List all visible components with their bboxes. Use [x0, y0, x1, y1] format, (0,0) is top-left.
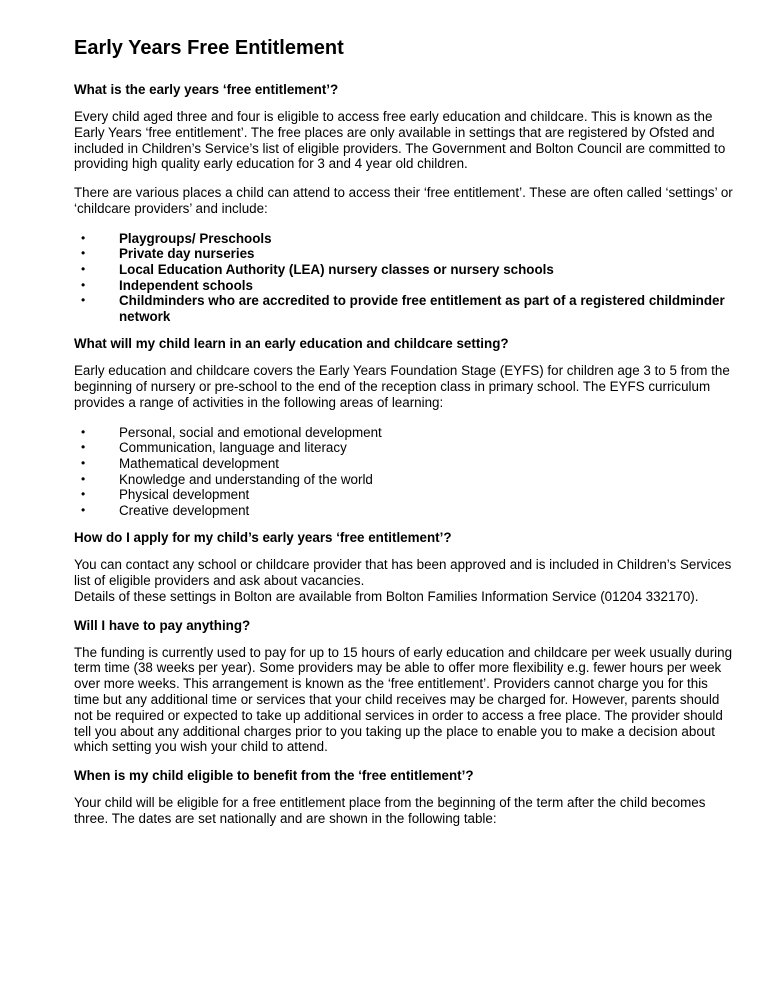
paragraph: Every child aged three and four is eligible to access free early education and childcare. This is known as the Early Years ‘free entitlement’. The free places are only available in settings that are registered by Ofsted and included in Children’s Service’s list of eligible providers. The Government and Bolton Council are committed to providing high quality early education for 3 and 4 year old children.	[74, 109, 726, 172]
paragraph: Early education and childcare covers the Early Years Foundation Stage (EYFS) for children age 3 to 5 from the beginning of nursery or pre-school to the end of the reception class in primary school. The EYFS curriculum provides a range of activities in the following areas of learning:	[74, 363, 730, 410]
list-item: • Independent schools	[81, 277, 253, 293]
section-heading: What is the early years ‘free entitlement’?	[74, 82, 339, 97]
list-item: • Creative development	[81, 502, 250, 518]
paragraph: There are various places a child can attend to access their ‘free entitlement’. These are often called ‘settings’ or ‘childcare providers’ and include:	[74, 185, 733, 216]
section-heading: When is my child eligible to benefit from the ‘free entitlement’?	[74, 768, 474, 784]
provider-list	[74, 231, 734, 325]
section-heading: How do I apply for my child’s early years ‘free entitlement’?	[74, 530, 452, 546]
list-item: • Local Education Authority (LEA) nursery classes or nursery schools	[81, 261, 554, 277]
list-item: • Personal, social and emotional development	[81, 424, 382, 440]
section-heading: What will my child learn in an early education and childcare setting?	[74, 336, 509, 352]
list-item: • Mathematical development	[81, 455, 280, 471]
list-item: • Physical development	[81, 487, 250, 503]
section-heading: Will I have to pay anything?	[74, 617, 251, 633]
paragraph: You can contact any school or childcare provider that has been approved and is included in Children’s Services list of eligible providers and ask about vacancies.	[74, 557, 732, 589]
page-title: Early Years Free Entitlement	[74, 37, 344, 59]
document-page	[74, 36, 734, 840]
list-item: • Communication, language and literacy	[81, 440, 347, 456]
paragraph: Your child will be eligible for a free entitlement place from the beginning of the term after the child becomes three. The dates are set nationally and are shown in the following table:	[74, 795, 706, 827]
list-item: • Childminders who are accredited to provide free entitlement as part of a registered childminder network	[81, 293, 725, 324]
list-item: • Private day nurseries	[81, 246, 255, 262]
list-item: • Playgroups/ Preschools	[81, 230, 272, 246]
list-item: • Knowledge and understanding of the world	[81, 471, 373, 487]
paragraph: Details of these settings in Bolton are available from Bolton Families Information Service (01204 332170).	[74, 588, 699, 604]
learning-areas-list	[74, 425, 734, 519]
paragraph: The funding is currently used to pay for up to 15 hours of early education and childcare per week usually during term time (38 weeks per year). Some providers may be able to offer more flexibility e.g. fewer hours per week over more weeks. This arrangement is known as the ‘free entitlement’. Providers cannot charge you for this time but any additional time or services that your child receives may be charged for. However, parents should not be required or expected to take up additional services in order to access a free place. The provider should tell you about any additional charges prior to you taking up the place to enable you to make a decision about which setting you wish your child to attend.	[74, 644, 733, 755]
